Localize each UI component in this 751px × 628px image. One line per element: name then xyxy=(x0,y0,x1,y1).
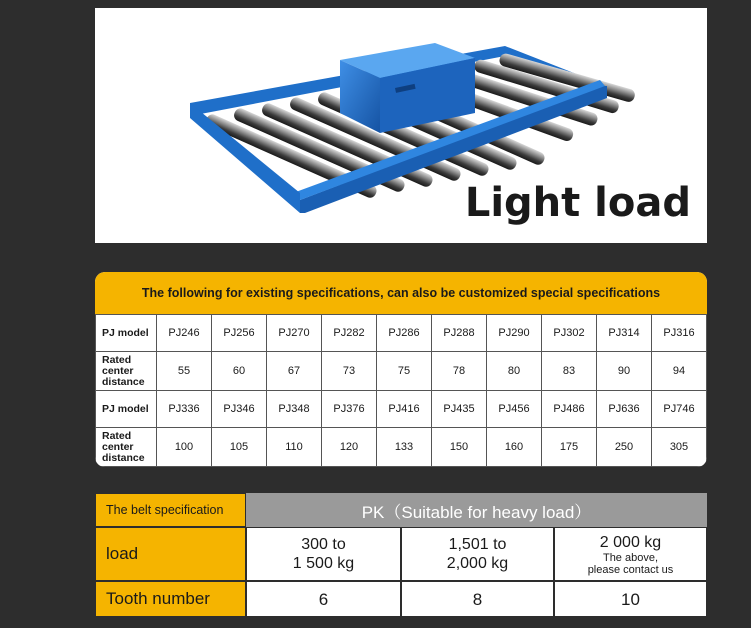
table-row xyxy=(96,391,707,428)
row-label-distance: Rated center distance xyxy=(96,428,157,467)
distance-cell: 75 xyxy=(377,352,432,391)
model-cell: PJ286 xyxy=(377,315,432,352)
belt-spec-label: The belt specification xyxy=(95,493,246,527)
model-cell: PJ302 xyxy=(542,315,597,352)
distance-cell: 150 xyxy=(432,428,487,467)
model-cell: PJ636 xyxy=(597,391,652,428)
tooth-label: Tooth number xyxy=(95,581,246,617)
specification-table-panel xyxy=(95,272,707,467)
distance-cell: 133 xyxy=(377,428,432,467)
distance-cell: 90 xyxy=(597,352,652,391)
distance-cell: 83 xyxy=(542,352,597,391)
distance-cell: 78 xyxy=(432,352,487,391)
spec-heading: The following for existing specifications, can also be customized special specifications xyxy=(95,272,707,314)
model-cell: PJ376 xyxy=(322,391,377,428)
model-cell: PJ336 xyxy=(157,391,212,428)
model-cell: PJ256 xyxy=(212,315,267,352)
load-label: load xyxy=(95,527,246,581)
table-row xyxy=(96,352,707,391)
tooth-cell: 10 xyxy=(554,581,707,617)
model-cell: PJ246 xyxy=(157,315,212,352)
distance-cell: 250 xyxy=(597,428,652,467)
distance-cell: 105 xyxy=(212,428,267,467)
load-cell xyxy=(554,527,707,581)
distance-cell: 100 xyxy=(157,428,212,467)
distance-cell: 175 xyxy=(542,428,597,467)
load-note: The above, xyxy=(602,551,659,564)
tooth-cell: 6 xyxy=(246,581,401,617)
distance-cell: 80 xyxy=(487,352,542,391)
tooth-cell: 8 xyxy=(401,581,554,617)
model-cell: PJ416 xyxy=(377,391,432,428)
load-line: 1,501 to xyxy=(448,536,507,553)
distance-cell: 55 xyxy=(157,352,212,391)
spec-table xyxy=(95,314,707,467)
row-label-model: PJ model xyxy=(96,315,157,352)
model-cell: PJ486 xyxy=(542,391,597,428)
distance-cell: 73 xyxy=(322,352,377,391)
model-cell: PJ290 xyxy=(487,315,542,352)
distance-cell: 120 xyxy=(322,428,377,467)
belt-specification-panel xyxy=(95,493,707,617)
row-label-model: PJ model xyxy=(96,391,157,428)
distance-cell: 60 xyxy=(212,352,267,391)
distance-cell: 160 xyxy=(487,428,542,467)
model-cell: PJ314 xyxy=(597,315,652,352)
pk-title: PK（Suitable for heavy load） xyxy=(246,493,707,527)
row-label-distance: Rated center distance xyxy=(96,352,157,391)
model-cell: PJ316 xyxy=(652,315,707,352)
load-cell xyxy=(246,527,401,581)
hero-title: Light load xyxy=(464,180,691,226)
load-line: 300 to xyxy=(301,536,346,553)
load-cell xyxy=(401,527,554,581)
load-line: 1 500 kg xyxy=(292,555,355,572)
model-cell: PJ456 xyxy=(487,391,542,428)
model-cell: PJ435 xyxy=(432,391,487,428)
table-row xyxy=(96,428,707,467)
distance-cell: 110 xyxy=(267,428,322,467)
distance-cell: 67 xyxy=(267,352,322,391)
model-cell: PJ282 xyxy=(322,315,377,352)
distance-cell: 305 xyxy=(652,428,707,467)
model-cell: PJ288 xyxy=(432,315,487,352)
model-cell: PJ348 xyxy=(267,391,322,428)
distance-cell: 94 xyxy=(652,352,707,391)
model-cell: PJ270 xyxy=(267,315,322,352)
model-cell: PJ746 xyxy=(652,391,707,428)
load-note: please contact us xyxy=(587,563,674,576)
load-line: 2 000 kg xyxy=(599,533,662,551)
table-row xyxy=(96,315,707,352)
load-line: 2,000 kg xyxy=(446,555,509,572)
hero-banner xyxy=(95,8,707,243)
model-cell: PJ346 xyxy=(212,391,267,428)
